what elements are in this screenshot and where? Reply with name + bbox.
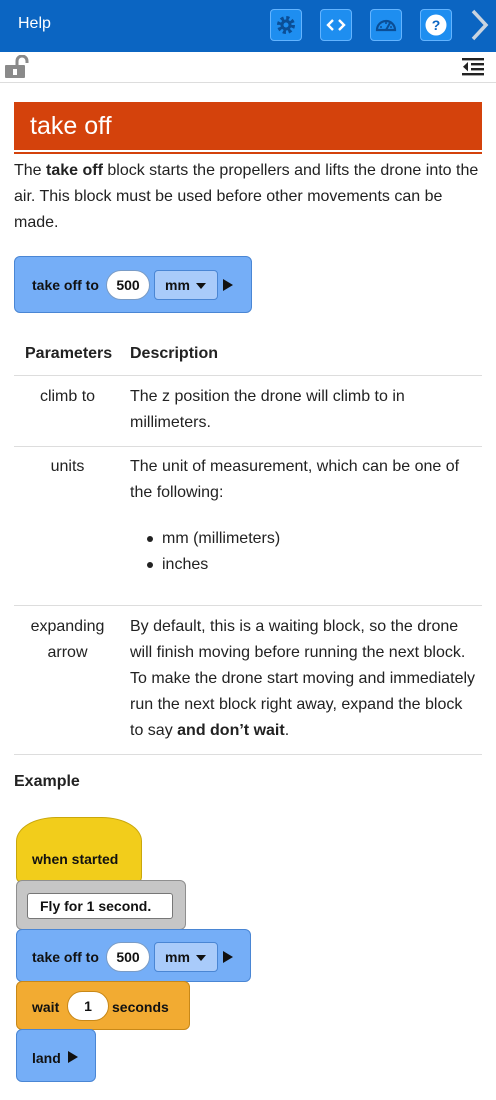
table-divider <box>14 605 482 606</box>
land-block <box>16 1029 96 1082</box>
bullet-icon <box>147 536 153 542</box>
page-title: take off <box>14 102 482 150</box>
dashboard-button[interactable] <box>370 9 402 41</box>
param-expanding-arrow: expanding arrow <box>30 618 105 661</box>
table-header-parameters: Parameters <box>25 345 113 362</box>
header-title: Help <box>18 15 51 32</box>
bullet-icon <box>147 562 153 568</box>
gear-icon <box>274 13 298 37</box>
table-divider <box>14 446 482 447</box>
units-option-inches: inches <box>162 556 209 573</box>
help-header <box>0 0 496 52</box>
help-icon <box>424 13 448 37</box>
table-header-description: Description <box>130 345 219 362</box>
unit-dropdown: mm <box>154 270 218 300</box>
code-view-button[interactable] <box>320 9 352 41</box>
table-divider <box>14 375 482 376</box>
param-climb-to: climb to <box>39 388 96 405</box>
example-height-pill: 500 <box>106 942 150 972</box>
wait-unit-label: seconds <box>112 999 169 1015</box>
wait-label: wait <box>32 999 60 1015</box>
desc-expanding-arrow: By default, this is a waiting block, so the drone will finish moving before running the next block. To make the drone start moving and immediately run the next block right away, expand the block to say and don’t wait. <box>130 618 476 739</box>
dropdown-arrow-icon <box>196 955 206 961</box>
comment-text: Fly for 1 second. <box>27 893 173 919</box>
example-takeoff-block <box>16 929 251 982</box>
block-label: take off to <box>32 277 99 293</box>
units-option-mm: mm (millimeters) <box>162 530 281 547</box>
desc-climb-to: The z position the drone will climb to in millimeters. <box>130 388 405 431</box>
code-icon <box>324 13 348 37</box>
help-toolbar <box>0 52 496 83</box>
example-heading: Example <box>14 773 80 790</box>
expand-arrow-icon <box>223 279 233 291</box>
expand-arrow-icon <box>68 1051 78 1063</box>
unlock-icon[interactable] <box>4 55 30 79</box>
chevron-right-icon[interactable] <box>468 8 490 42</box>
dropdown-arrow-icon <box>196 283 206 289</box>
toc-indent-icon[interactable] <box>462 58 484 76</box>
wait-value-pill: 1 <box>67 991 109 1021</box>
param-units: units <box>50 458 85 475</box>
expand-arrow-icon <box>223 951 233 963</box>
table-divider <box>14 754 482 755</box>
desc-units: The unit of measurement, which can be one of the following: <box>130 458 460 501</box>
svg-text:?: ? <box>431 17 441 33</box>
when-started-block <box>16 817 142 883</box>
title-underline <box>14 152 482 154</box>
comment-block <box>16 880 186 930</box>
land-label: land <box>32 1050 61 1066</box>
example-unit-dropdown: mm <box>154 942 218 972</box>
settings-button[interactable] <box>270 9 302 41</box>
hat-label: when started <box>32 851 119 867</box>
height-value-pill: 500 <box>106 270 150 300</box>
wait-block <box>16 981 190 1030</box>
example-takeoff-label: take off to <box>32 949 99 965</box>
help-button[interactable] <box>420 9 452 41</box>
dashboard-icon <box>374 13 398 37</box>
takeoff-block <box>14 256 252 313</box>
intro-paragraph: The take off block starts the propellers and lifts the drone into the air. This block must be used before other movements can be made. <box>14 162 479 231</box>
